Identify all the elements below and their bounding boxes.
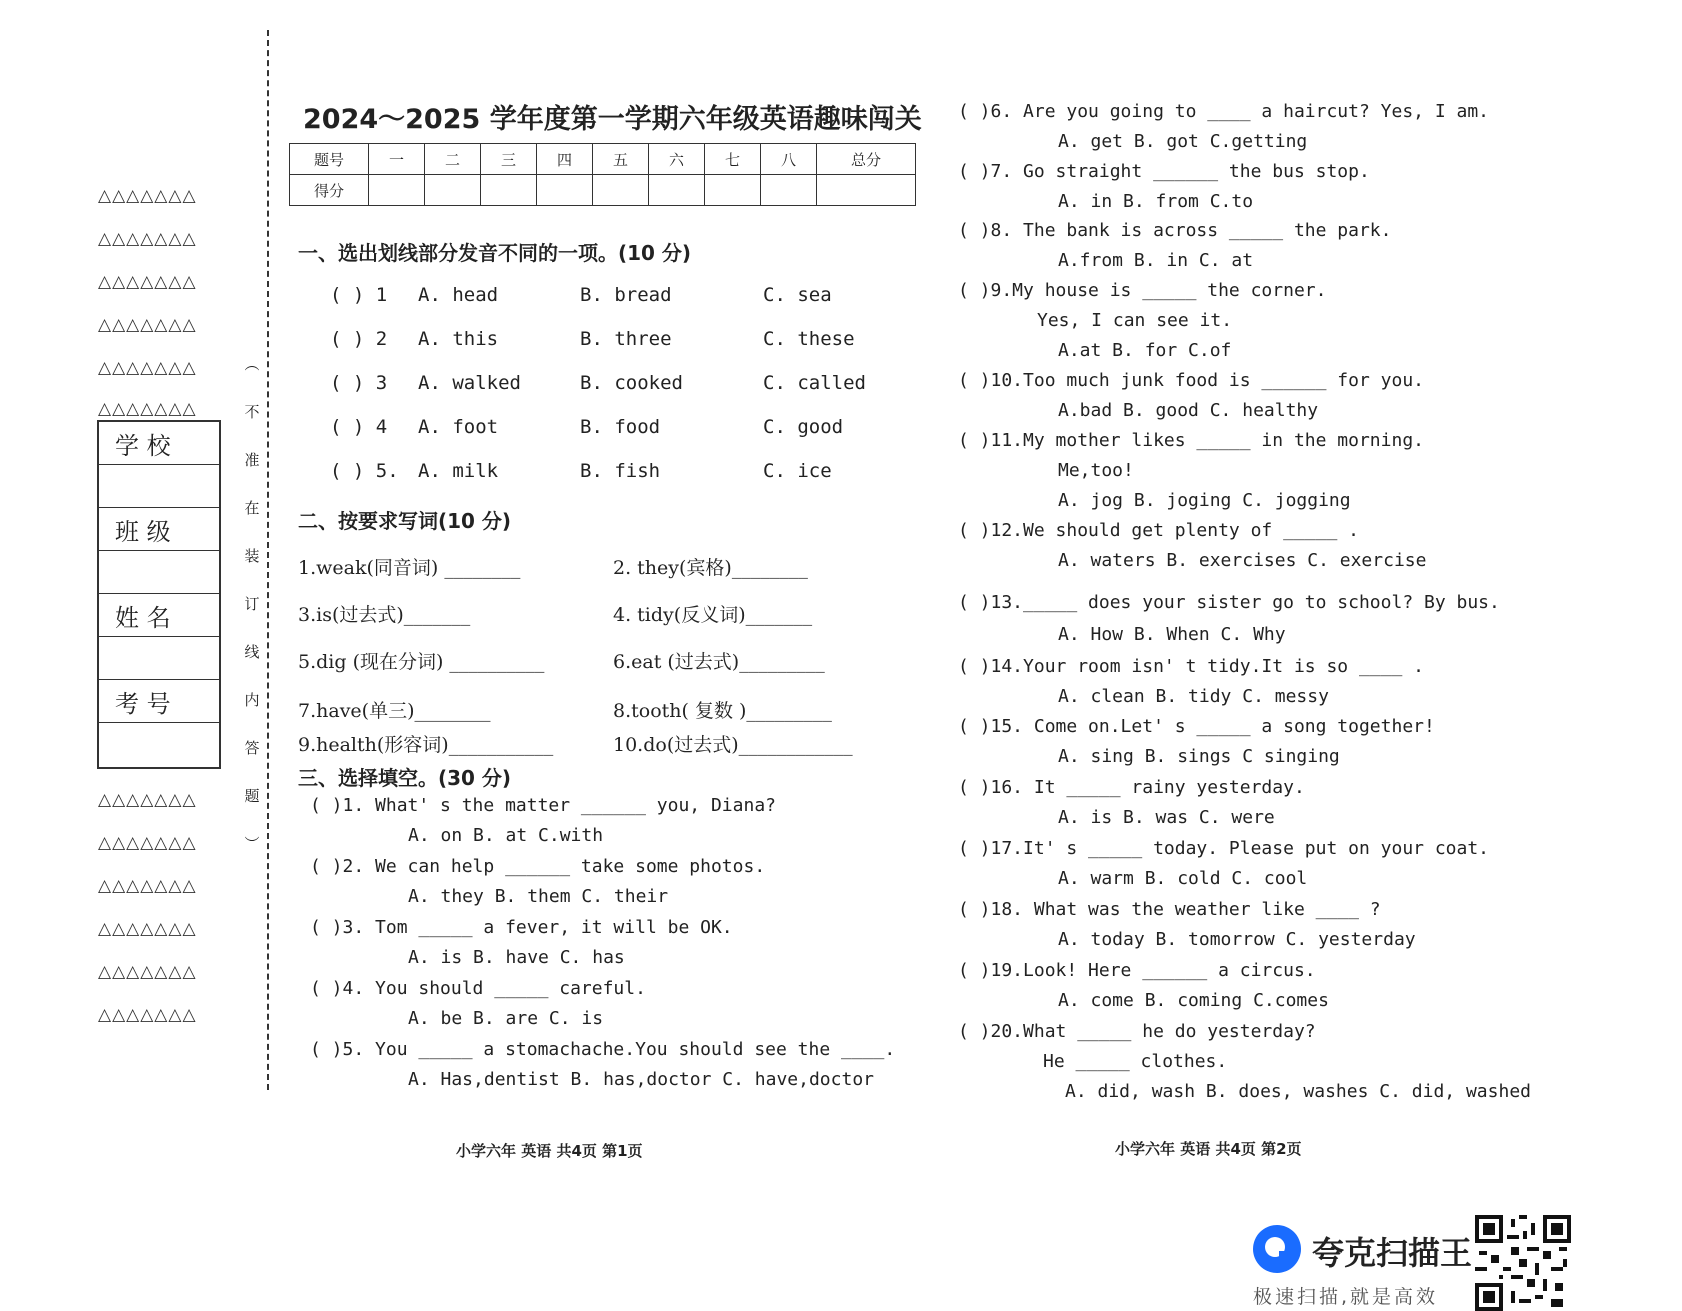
scanner-brand: 夸克扫描王	[1312, 1234, 1473, 1272]
s3-q8-options: A.from B. in C. at	[1058, 250, 1254, 271]
s3-q4: ( )4. You should _____ careful.	[310, 978, 646, 999]
s3-q18: ( )18. What was the weather like ____ ?	[958, 899, 1381, 920]
s1-q1-num: ( ) 1	[330, 284, 388, 306]
s1-q2-num: ( ) 2	[330, 328, 388, 350]
s2-item-4: 4. tidy(反义词)_______	[613, 604, 813, 626]
class-label: 班 级	[99, 508, 219, 551]
s3-q20: ( )20.What _____ he do yesterday?	[958, 1021, 1316, 1042]
s1-q5-a: A. milk	[418, 460, 499, 482]
s3-q10: ( )10.Too much junk food is ______ for you.	[958, 370, 1424, 391]
score-cell[interactable]	[369, 175, 425, 206]
table-header: 题号	[290, 144, 369, 175]
section-3-heading: 三、选择填空。(30 分)	[298, 766, 512, 790]
s3-q5-options: A. Has,dentist B. has,doctor C. have,doctor	[408, 1069, 874, 1090]
table-header: 总分	[817, 144, 916, 175]
s3-q17-options: A. warm B. cold C. cool	[1058, 868, 1308, 889]
s1-q3-c: C. called	[763, 372, 866, 394]
student-info-box	[97, 420, 221, 769]
triangle-row: △△△△△△△	[98, 229, 197, 249]
s1-q1-b: B. bread	[580, 284, 672, 306]
s2-item-2: 2. they(宾格)________	[613, 557, 808, 579]
table-header: 二	[425, 144, 481, 175]
exam-number-label: 考 号	[99, 680, 219, 723]
s3-q2: ( )2. We can help ______ take some photos.	[310, 856, 766, 877]
table-header: 四	[537, 144, 593, 175]
s1-q4-num: ( ) 4	[330, 416, 388, 438]
s3-q4-options: A. be B. are C. is	[408, 1008, 604, 1029]
s1-q2-c: C. these	[763, 328, 855, 350]
s3-q19-options: A. come B. coming C.comes	[1058, 990, 1329, 1011]
s3-q15-options: A. sing B. sings C singing	[1058, 746, 1340, 767]
binding-notice: ︵ 不 准 在 装 订 线 内 答 题 ︶	[244, 355, 260, 853]
score-cell[interactable]	[537, 175, 593, 206]
s1-q3-a: A. walked	[418, 372, 521, 394]
name-field[interactable]	[99, 637, 219, 680]
triangle-row: △△△△△△△	[98, 186, 197, 206]
s3-q9-reply: Yes, I can see it.	[1037, 310, 1233, 331]
triangle-row: △△△△△△△	[98, 790, 197, 810]
s1-q3-b: B. cooked	[580, 372, 683, 394]
s3-q12-options: A. waters B. exercises C. exercise	[1058, 550, 1427, 571]
score-table	[289, 143, 916, 206]
s3-q17: ( )17.It' s _____ today. Please put on your coat.	[958, 838, 1490, 859]
s2-item-10: 10.do(过去式)____________	[613, 734, 853, 756]
table-header: 五	[593, 144, 649, 175]
page-footer-left: 小学六年 英语 共4页 第1页	[456, 1142, 643, 1160]
s1-q4-a: A. foot	[418, 416, 499, 438]
triangle-row: △△△△△△△	[98, 399, 197, 419]
s3-q18-options: A. today B. tomorrow C. yesterday	[1058, 929, 1416, 950]
s3-q15: ( )15. Come on.Let' s _____ a song together!	[958, 716, 1435, 737]
score-cell[interactable]	[817, 175, 916, 206]
s3-q6-options: A. get B. got C.getting	[1058, 131, 1308, 152]
scanner-slogan: 极速扫描,就是高效	[1253, 1286, 1439, 1308]
s1-q5-b: B. fish	[580, 460, 661, 482]
s3-q6: ( )6. Are you going to ____ a haircut? Yes, I am.	[958, 101, 1490, 122]
s3-q13: ( )13._____ does your sister go to school? By bus.	[958, 592, 1500, 613]
s1-q1-a: A. head	[418, 284, 499, 306]
s3-q14: ( )14.Your room isn' t tidy.It is so ____ .	[958, 656, 1424, 677]
exam-number-field[interactable]	[99, 723, 219, 765]
s2-item-8: 8.tooth( 复数 )_________	[613, 700, 832, 722]
s3-q3: ( )3. Tom _____ a fever, it will be OK.	[310, 917, 733, 938]
score-cell[interactable]	[705, 175, 761, 206]
s1-q2-a: A. this	[418, 328, 499, 350]
triangle-row: △△△△△△△	[98, 876, 197, 896]
s3-q8: ( )8. The bank is across _____ the park.	[958, 220, 1392, 241]
triangle-row: △△△△△△△	[98, 358, 197, 378]
table-header: 八	[761, 144, 817, 175]
page-footer-right: 小学六年 英语 共4页 第2页	[1115, 1140, 1302, 1158]
s2-item-5: 5.dig (现在分词) __________	[298, 651, 545, 673]
s3-q7-options: A. in B. from C.to	[1058, 191, 1254, 212]
s3-q3-options: A. is B. have C. has	[408, 947, 625, 968]
score-cell[interactable]	[593, 175, 649, 206]
s3-q9: ( )9.My house is _____ the corner.	[958, 280, 1327, 301]
s3-q11-reply: Me,too!	[1058, 460, 1134, 481]
score-cell[interactable]	[761, 175, 817, 206]
scanner-logo-icon	[1253, 1225, 1301, 1273]
triangle-row: △△△△△△△	[98, 962, 197, 982]
score-cell[interactable]	[425, 175, 481, 206]
table-header: 一	[369, 144, 425, 175]
s1-q4-c: C. good	[763, 416, 844, 438]
s3-q20-options: A. did, wash B. does, washes C. did, washed	[1065, 1081, 1531, 1102]
triangle-row: △△△△△△△	[98, 833, 197, 853]
s3-q9-options: A.at B. for C.of	[1058, 340, 1232, 361]
s3-q2-options: A. they B. them C. their	[408, 886, 669, 907]
score-cell[interactable]	[481, 175, 537, 206]
s2-item-1: 1.weak(同音词) ________	[298, 557, 521, 579]
s3-q1-options: A. on B. at C.with	[408, 825, 604, 846]
s2-item-6: 6.eat (过去式)_________	[613, 651, 825, 673]
school-label: 学 校	[99, 422, 219, 465]
section-2-heading: 二、按要求写词(10 分)	[298, 509, 512, 533]
table-header: 六	[649, 144, 705, 175]
s3-q1: ( )1. What' s the matter ______ you, Diana?	[310, 795, 776, 816]
s2-item-3: 3.is(过去式)_______	[298, 604, 471, 626]
s3-q20-reply: He _____ clothes.	[1043, 1051, 1228, 1072]
s3-q11: ( )11.My mother likes _____ in the morning.	[958, 430, 1424, 451]
section-1-heading: 一、选出划线部分发音不同的一项。(10 分)	[298, 241, 692, 265]
name-label: 姓 名	[99, 594, 219, 637]
class-field[interactable]	[99, 551, 219, 594]
s1-q5-c: C. ice	[763, 460, 832, 482]
triangle-row: △△△△△△△	[98, 315, 197, 335]
s3-q12: ( )12.We should get plenty of _____ .	[958, 520, 1359, 541]
s1-q1-c: C. sea	[763, 284, 832, 306]
s3-q16: ( )16. It _____ rainy yesterday.	[958, 777, 1305, 798]
exam-title: 2024～2025 学年度第一学期六年级英语趣味闯关	[303, 104, 922, 135]
s2-item-9: 9.health(形容词)___________	[298, 734, 554, 756]
table-header: 三	[481, 144, 537, 175]
triangle-row: △△△△△△△	[98, 272, 197, 292]
s3-q5: ( )5. You _____ a stomachache.You should see the ____.	[310, 1039, 896, 1060]
score-cell[interactable]	[649, 175, 705, 206]
s3-q7: ( )7. Go straight ______ the bus stop.	[958, 161, 1370, 182]
triangle-row: △△△△△△△	[98, 1005, 197, 1025]
s1-q5-num: ( ) 5.	[330, 460, 399, 482]
school-field[interactable]	[99, 465, 219, 508]
s3-q19: ( )19.Look! Here ______ a circus.	[958, 960, 1316, 981]
table-header: 七	[705, 144, 761, 175]
s3-q14-options: A. clean B. tidy C. messy	[1058, 686, 1329, 707]
triangle-row: △△△△△△△	[98, 919, 197, 939]
qr-code-icon	[1475, 1215, 1571, 1311]
s1-q4-b: B. food	[580, 416, 661, 438]
s1-q2-b: B. three	[580, 328, 672, 350]
binding-line	[267, 30, 269, 1090]
s3-q16-options: A. is B. was C. were	[1058, 807, 1275, 828]
s3-q11-options: A. jog B. joging C. jogging	[1058, 490, 1351, 511]
s2-item-7: 7.have(单三)________	[298, 700, 491, 722]
s1-q3-num: ( ) 3	[330, 372, 388, 394]
s3-q13-options: A. How B. When C. Why	[1058, 624, 1286, 645]
s3-q10-options: A.bad B. good C. healthy	[1058, 400, 1319, 421]
score-label: 得分	[290, 175, 369, 206]
